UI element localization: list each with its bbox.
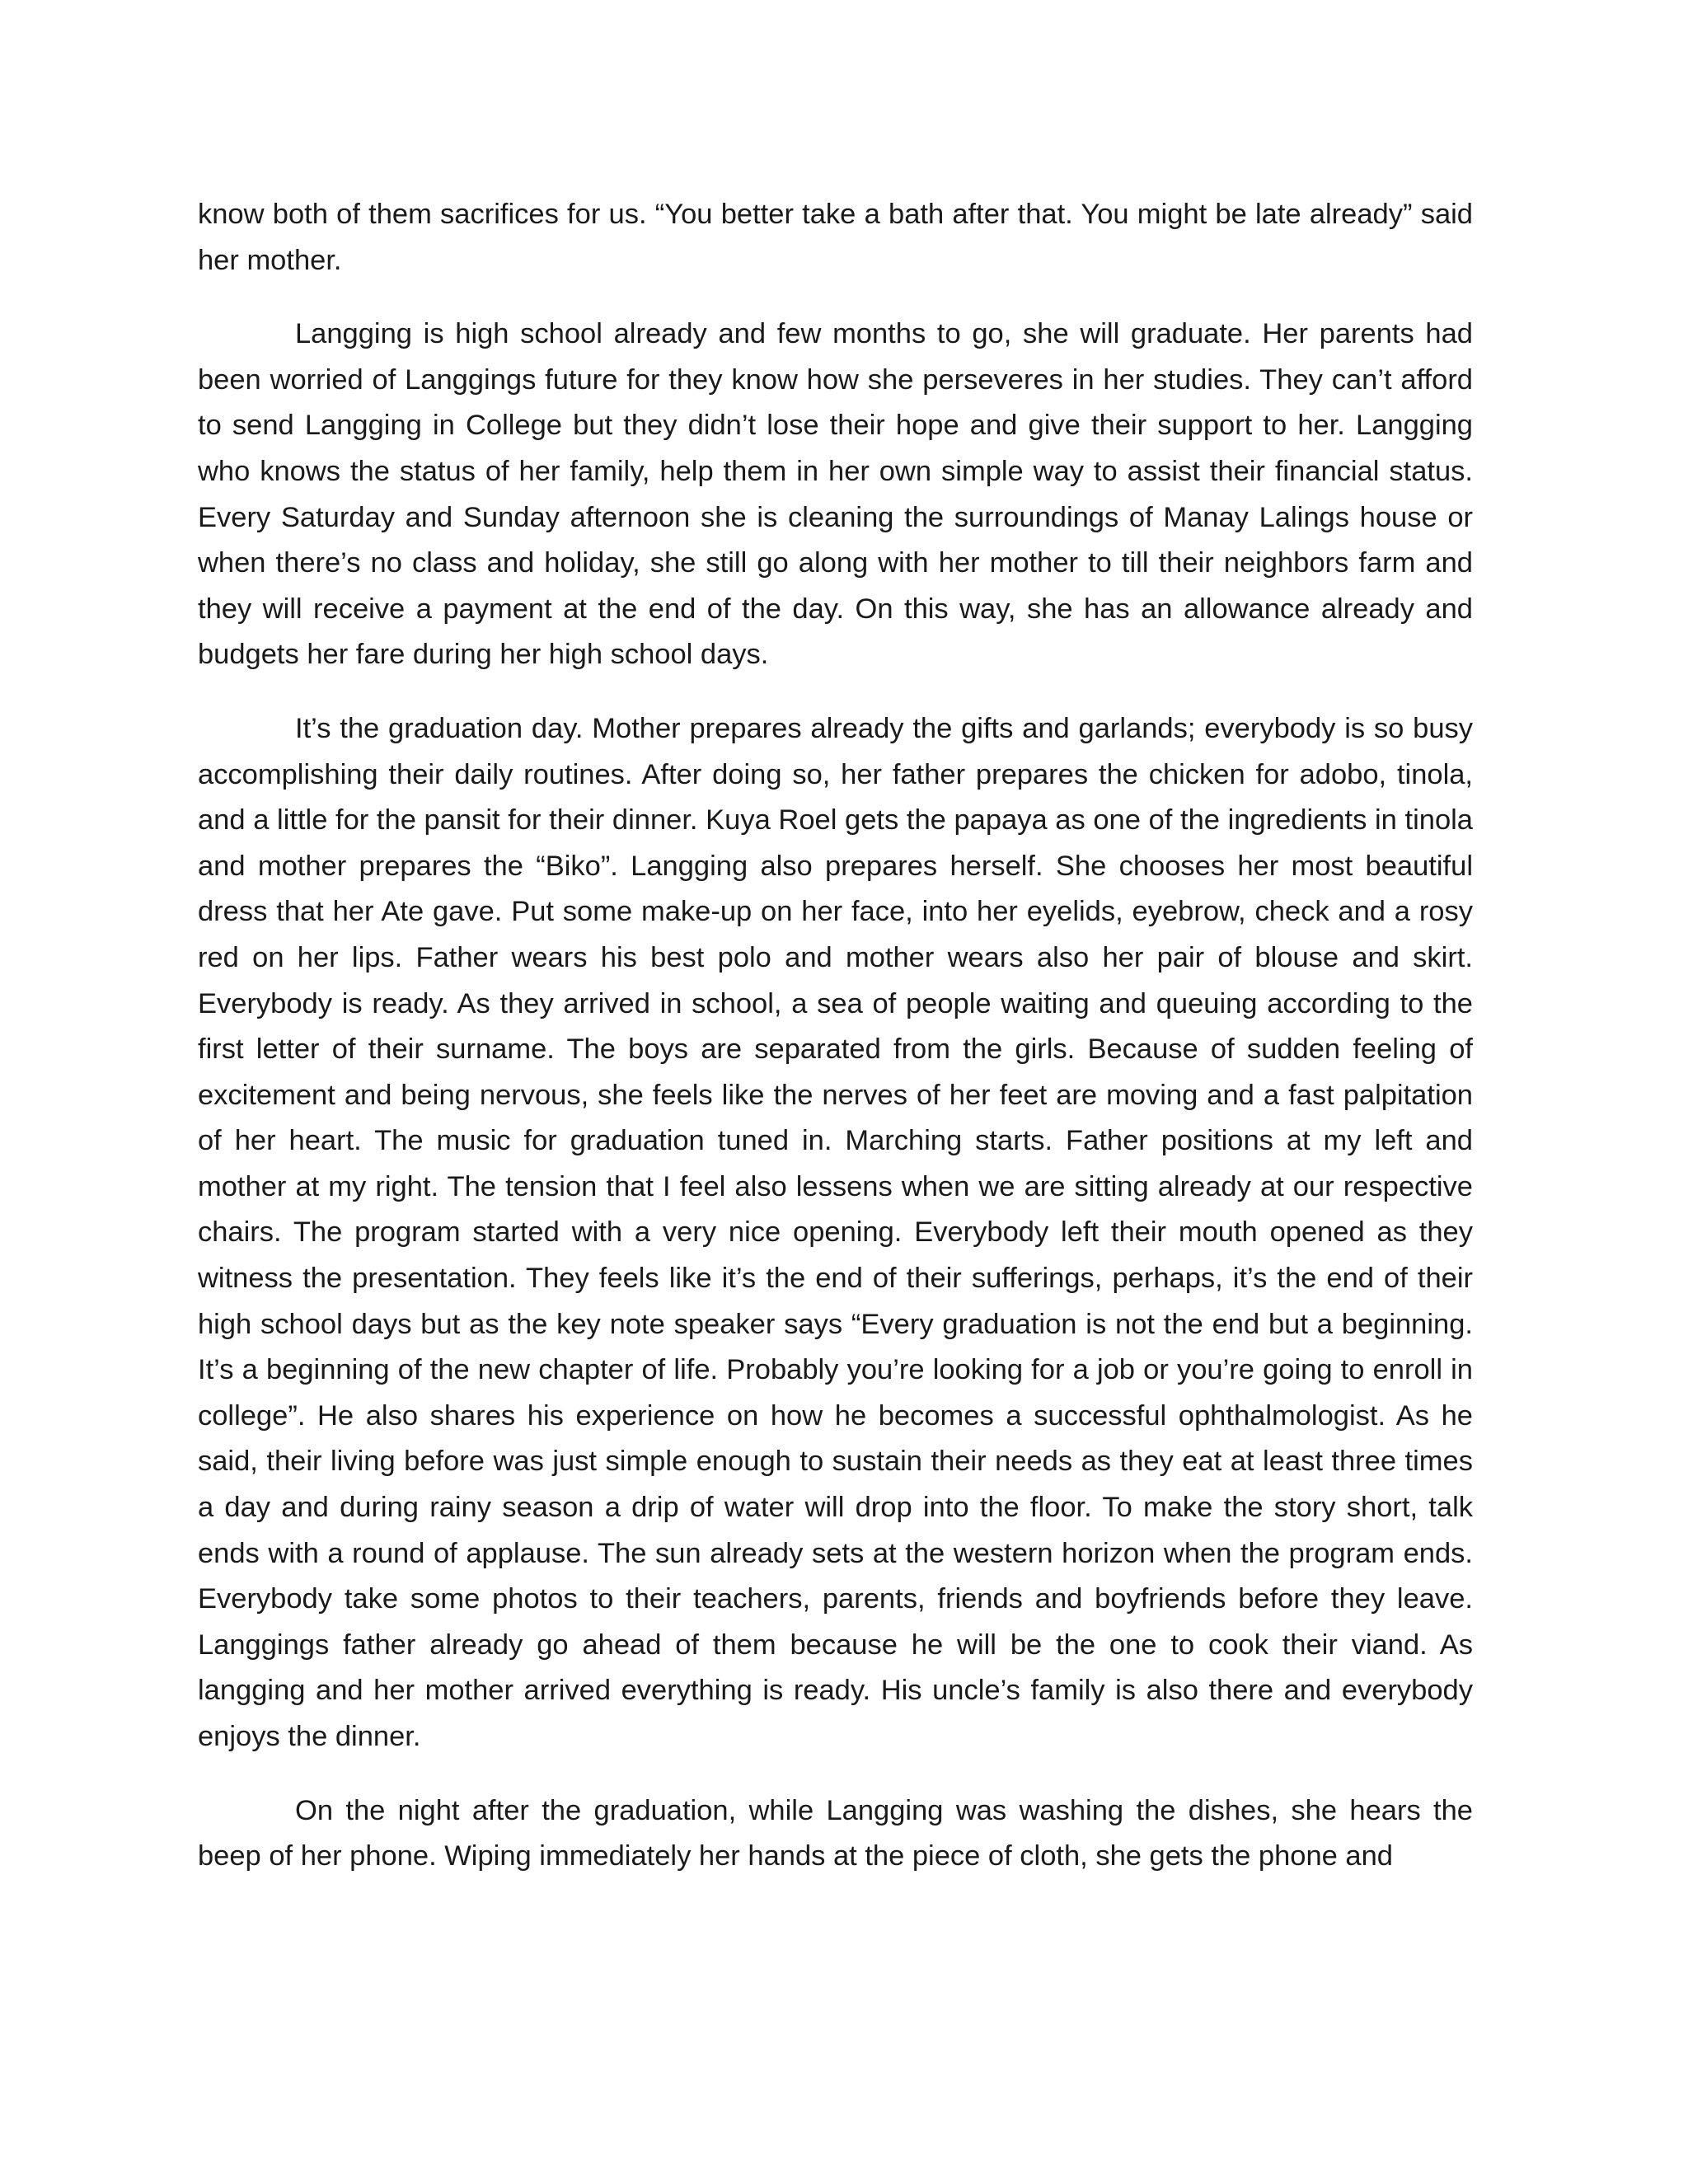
paragraph-4: On the night after the graduation, while Langging was washing the dishes, she hears the beep of her phone. Wiping immediately her hands at the piece of cloth, she gets the phone and — [198, 1794, 1473, 1872]
paragraph-1: know both of them sacrifices for us. “You better take a bath after that. You might be late already” said her mother. — [198, 199, 1473, 276]
paragraph-2: Langging is high school already and few months to go, she will graduate. Her parents had been worried of Langgings future for they know how she perseveres in her studies. They can’t afford to send Langging in College but they didn’t lose their hope and give their support to her. Langging who knows the status of her family, help them in her own simple way to assist their financial status. Every Saturday and Sunday afternoon she is cleaning the surroundings of Manay Lalings house or when there’s no class and holiday, she still go along with her mother to till their neighbors farm and they will receive a payment at the end of the day. On this way, she has an allowance already and budgets her fare during her high school days. — [198, 318, 1473, 671]
story-text-body — [198, 192, 1473, 1908]
paragraph-3: It’s the graduation day. Mother prepares already the gifts and garlands; everybody is so busy accomplishing their daily routines. After doing so, her father prepares the chicken for adobo, tinola, and a little for the pansit for their dinner. Kuya Roel gets the papaya as one of the ingredients in tinola and mother prepares the “Biko”. Langging also prepares herself. She chooses her most beautiful dress that her Ate gave. Put some make-up on her face, into her eyelids, eyebrow, check and a rosy red on her lips. Father wears his best polo and mother wears also her pair of blouse and skirt. Everybody is ready. As they arrived in school, a sea of people waiting and queuing according to the first letter of their surname. The boys are separated from the girls. Because of sudden feeling of excitement and being nervous, she feels like the nerves of her feet are moving and a fast palpitation of her heart. The music for graduation tuned in. Marching starts. Father positions at my left and mother at my right. The tension that I feel also lessens when we are sitting already at our respective chairs. The program started with a very nice opening. Everybody left their mouth opened as they witness the presentation. They feels like it’s the end of their sufferings, perhaps, it’s the end of their high school days but as the key note speaker says “Every graduation is not the end but a beginning. It’s a beginning of the new chapter of life. Probably you’re looking for a job or you’re going to enroll in college”. He also shares his experience on how he becomes a successful ophthalmologist. As he said, their living before was just simple enough to sustain their needs as they eat at least three times a day and during rainy season a drip of water will drop into the floor. To make the story short, talk ends with a round of applause. The sun already sets at the western horizon when the program ends. Everybody take some photos to their teachers, parents, friends and boyfriends before they leave. Langgings father already go ahead of them because he will be the one to cook their viand. As langging and her mother arrived everything is ready. His uncle’s family is also there and everybody enjoys the dinner. — [198, 712, 1473, 1752]
